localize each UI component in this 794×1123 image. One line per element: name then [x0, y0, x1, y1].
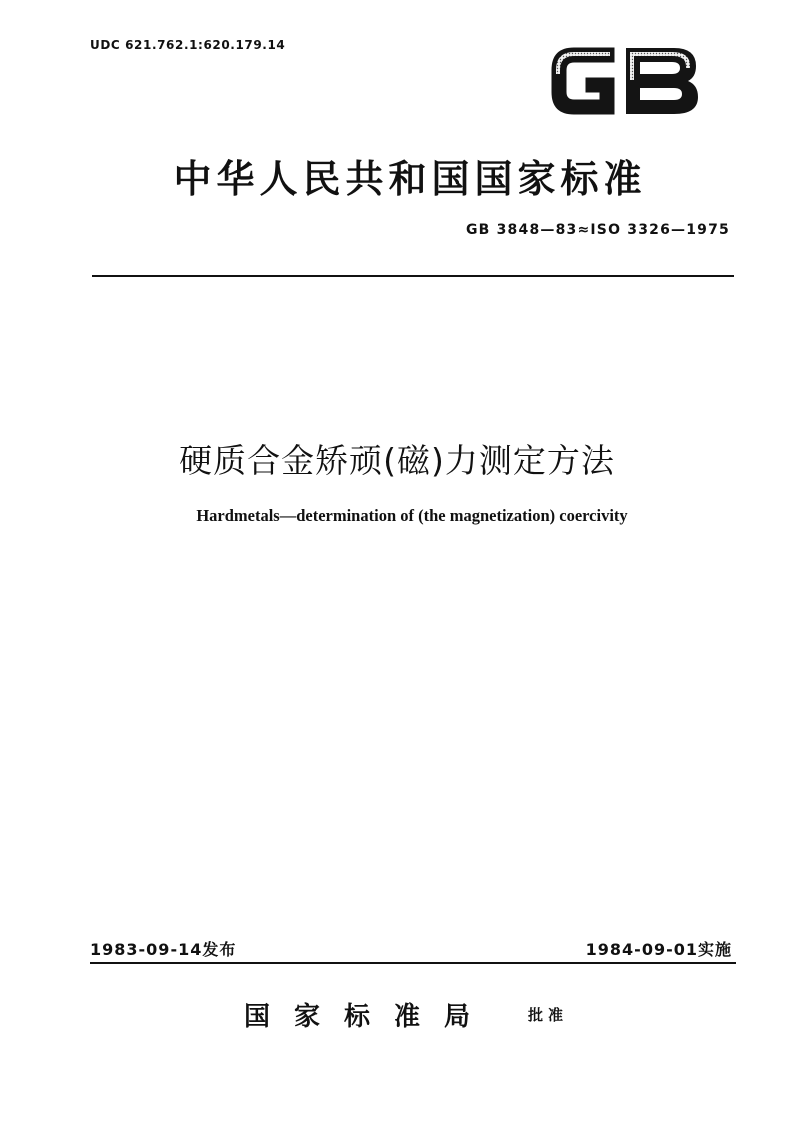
national-standard-heading: 中华人民共和国国家标准	[173, 157, 647, 201]
udc-code: UDC 621.762.1:620.179.14	[90, 38, 286, 52]
issue-date: 1983-09-14发布	[90, 940, 237, 959]
standard-number: GB 3848—83≈ISO 3326—1975	[465, 222, 730, 238]
implementation-date: 1984-09-01实施	[585, 940, 732, 959]
publisher-name: 国家标准局	[244, 1002, 495, 1032]
document-title-chinese: 硬质合金矫顽(磁)力测定方法	[179, 441, 615, 480]
document-title-english: Hardmetals—determination of (the magnetization) coercivity	[196, 506, 628, 525]
footer-divider	[90, 962, 736, 964]
approval-label: 批准	[528, 1006, 569, 1024]
svg-text:GB	[584, 85, 585, 86]
gb-logo	[544, 40, 704, 122]
header-divider	[92, 275, 734, 277]
